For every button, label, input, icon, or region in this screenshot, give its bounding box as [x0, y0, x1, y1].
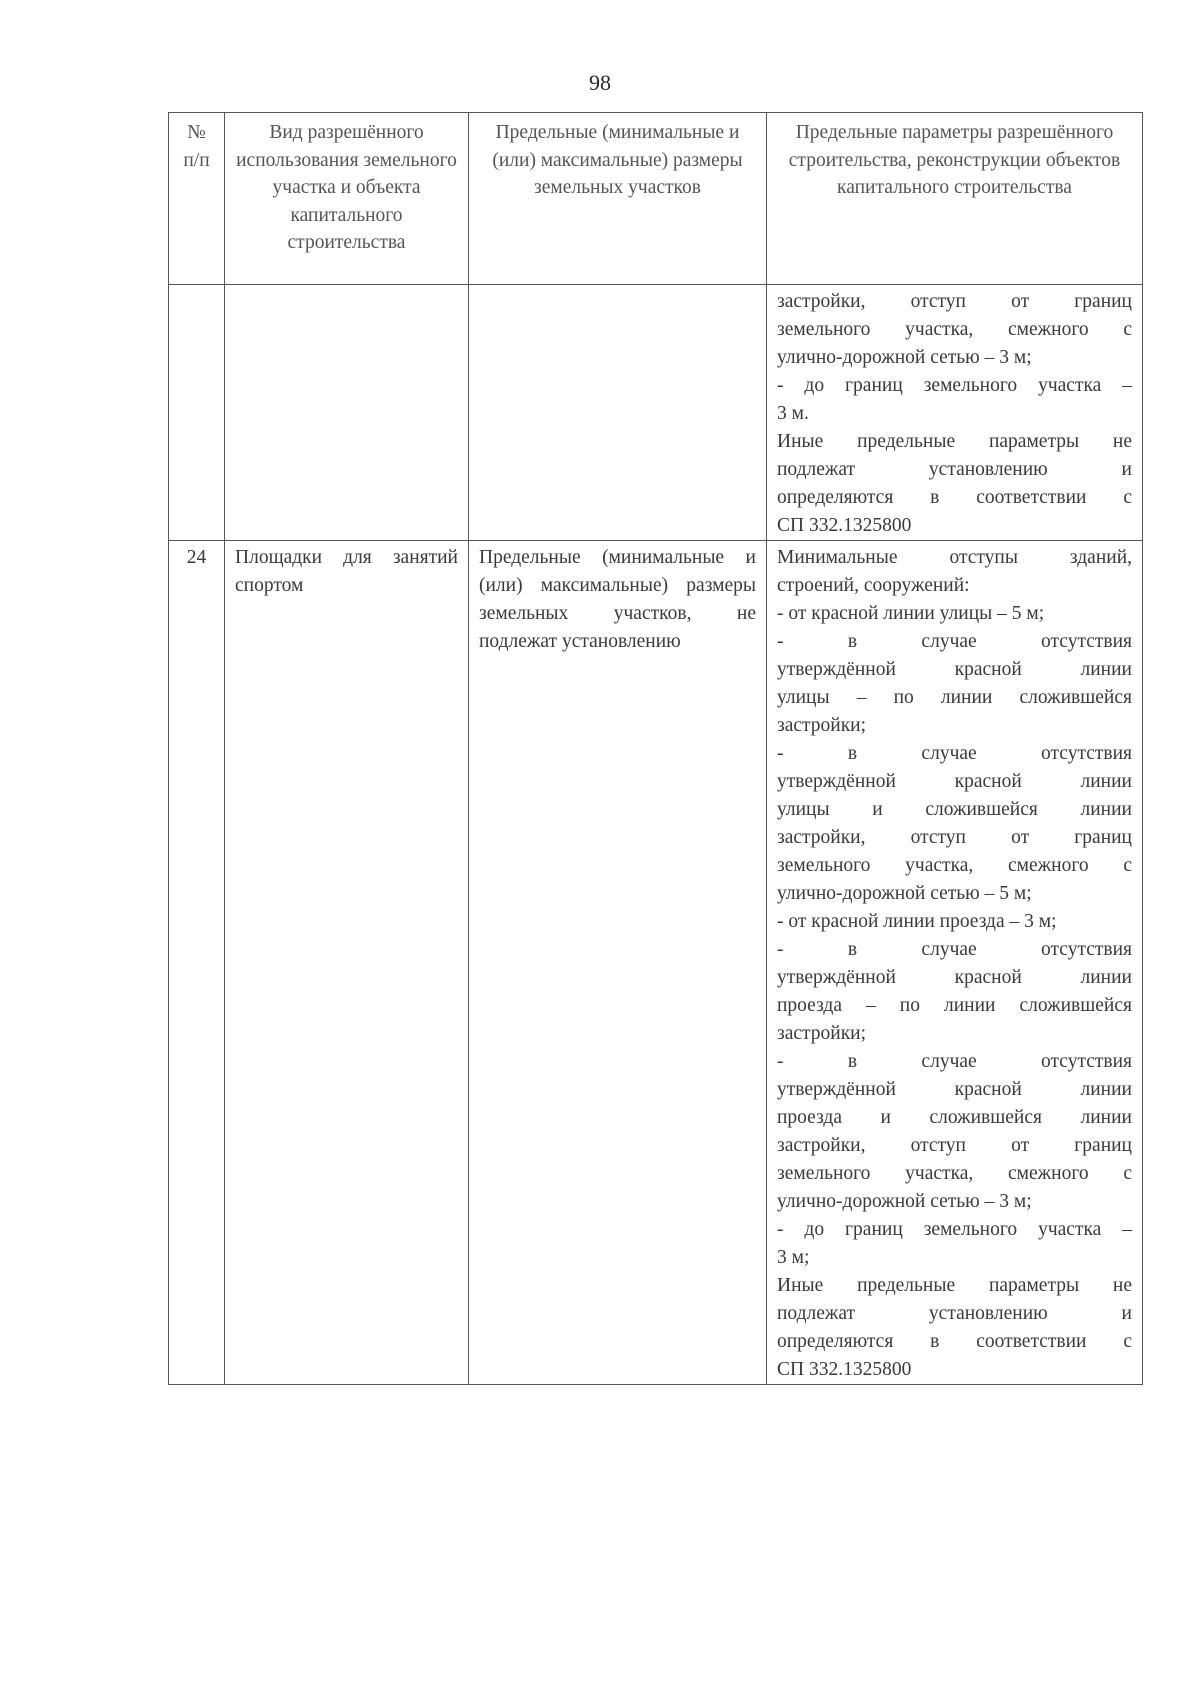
parameter-line: - в случае отсутствия: [777, 631, 1132, 652]
parameter-line: утверждённой красной линии: [777, 771, 1132, 792]
parameter-line: - до границ земельного участка –: [777, 1219, 1132, 1240]
table-row-24: [169, 541, 1143, 1385]
parameter-line: СП 332.1325800: [777, 515, 912, 536]
parameter-line: утверждённой красной линии: [777, 1079, 1132, 1100]
header-number: № п/п: [169, 113, 225, 285]
parameter-line: застройки;: [777, 715, 867, 736]
parameter-line: 3 м.: [777, 403, 809, 424]
parameters-cell: [767, 541, 1143, 1385]
table-row-continuation: [169, 285, 1143, 541]
continuation-parameters-text: [777, 288, 1132, 540]
parameter-line: - в случае отсутствия: [777, 743, 1132, 764]
use-type-cell: Площадки для занятий спортом: [225, 541, 469, 1385]
parameter-line: подлежат установлению и: [777, 1303, 1132, 1324]
parameter-line: проезда – по линии сложившейся: [777, 995, 1132, 1016]
parameter-line: улично-дорожной сетью – 3 м;: [777, 1191, 1032, 1212]
parameter-line: застройки, отступ от границ: [777, 1135, 1132, 1156]
parameter-line: - от красной линии проезда – 3 м;: [777, 911, 1057, 932]
parameter-line: 3 м;: [777, 1247, 810, 1268]
parameter-line: определяются в соответствии с: [777, 487, 1132, 508]
parameter-line: земельного участка, смежного с: [777, 319, 1132, 340]
parameter-line: - в случае отсутствия: [777, 1051, 1132, 1072]
land-use-regulations-table: [168, 112, 1143, 1385]
continuation-number-cell: [169, 285, 225, 541]
parameter-line: СП 332.1325800: [777, 1359, 912, 1380]
parameter-line: Иные предельные параметры не: [777, 1275, 1132, 1296]
parameter-line: - до границ земельного участка –: [777, 375, 1132, 396]
parameter-line: утверждённой красной линии: [777, 967, 1132, 988]
parameter-line: строений, сооружений:: [777, 575, 970, 596]
parameter-line: проезда и сложившейся линии: [777, 1107, 1132, 1128]
parameter-line: улично-дорожной сетью – 3 м;: [777, 347, 1032, 368]
parameter-line: застройки;: [777, 1023, 867, 1044]
page-number: 98: [589, 70, 611, 95]
parameter-line: улицы и сложившейся линии: [777, 799, 1132, 820]
parameter-line: утверждённой красной линии: [777, 659, 1132, 680]
parameter-line: земельного участка, смежного с: [777, 855, 1132, 876]
header-construction-parameters: Предельные параметры разрешённого строительства, реконструкции объектов капитального строительства: [767, 113, 1143, 285]
parameter-line: - в случае отсутствия: [777, 939, 1132, 960]
parameter-line: подлежат установлению и: [777, 459, 1132, 480]
parameter-line: застройки, отступ от границ: [777, 291, 1132, 312]
parameters-text: [777, 544, 1132, 1384]
parameter-line: определяются в соответствии с: [777, 1331, 1132, 1352]
parameter-line: улицы – по линии сложившейся: [777, 687, 1132, 708]
continuation-parameters-cell: [767, 285, 1143, 541]
continuation-use-type-cell: [225, 285, 469, 541]
row-number: 24: [169, 541, 225, 1385]
parameter-line: Минимальные отступы зданий,: [777, 547, 1132, 568]
plot-size-cell: Предельные (минимальные и (или) максимальные) размеры земельных участков, не подлежат установлению: [469, 541, 767, 1385]
parameter-line: земельного участка, смежного с: [777, 1163, 1132, 1184]
header-plot-size: Предельные (минимальные и (или) максимальные) размеры земельных участков: [469, 113, 767, 285]
parameter-line: улично-дорожной сетью – 5 м;: [777, 883, 1032, 904]
continuation-plot-size-cell: [469, 285, 767, 541]
header-use-type: Вид разрешённого использования земельного участка и объекта капитального строительства: [225, 113, 469, 285]
parameter-line: - от красной линии улицы – 5 м;: [777, 603, 1045, 624]
parameter-line: застройки, отступ от границ: [777, 827, 1132, 848]
parameter-line: Иные предельные параметры не: [777, 431, 1132, 452]
table-header-row: [169, 113, 1143, 285]
